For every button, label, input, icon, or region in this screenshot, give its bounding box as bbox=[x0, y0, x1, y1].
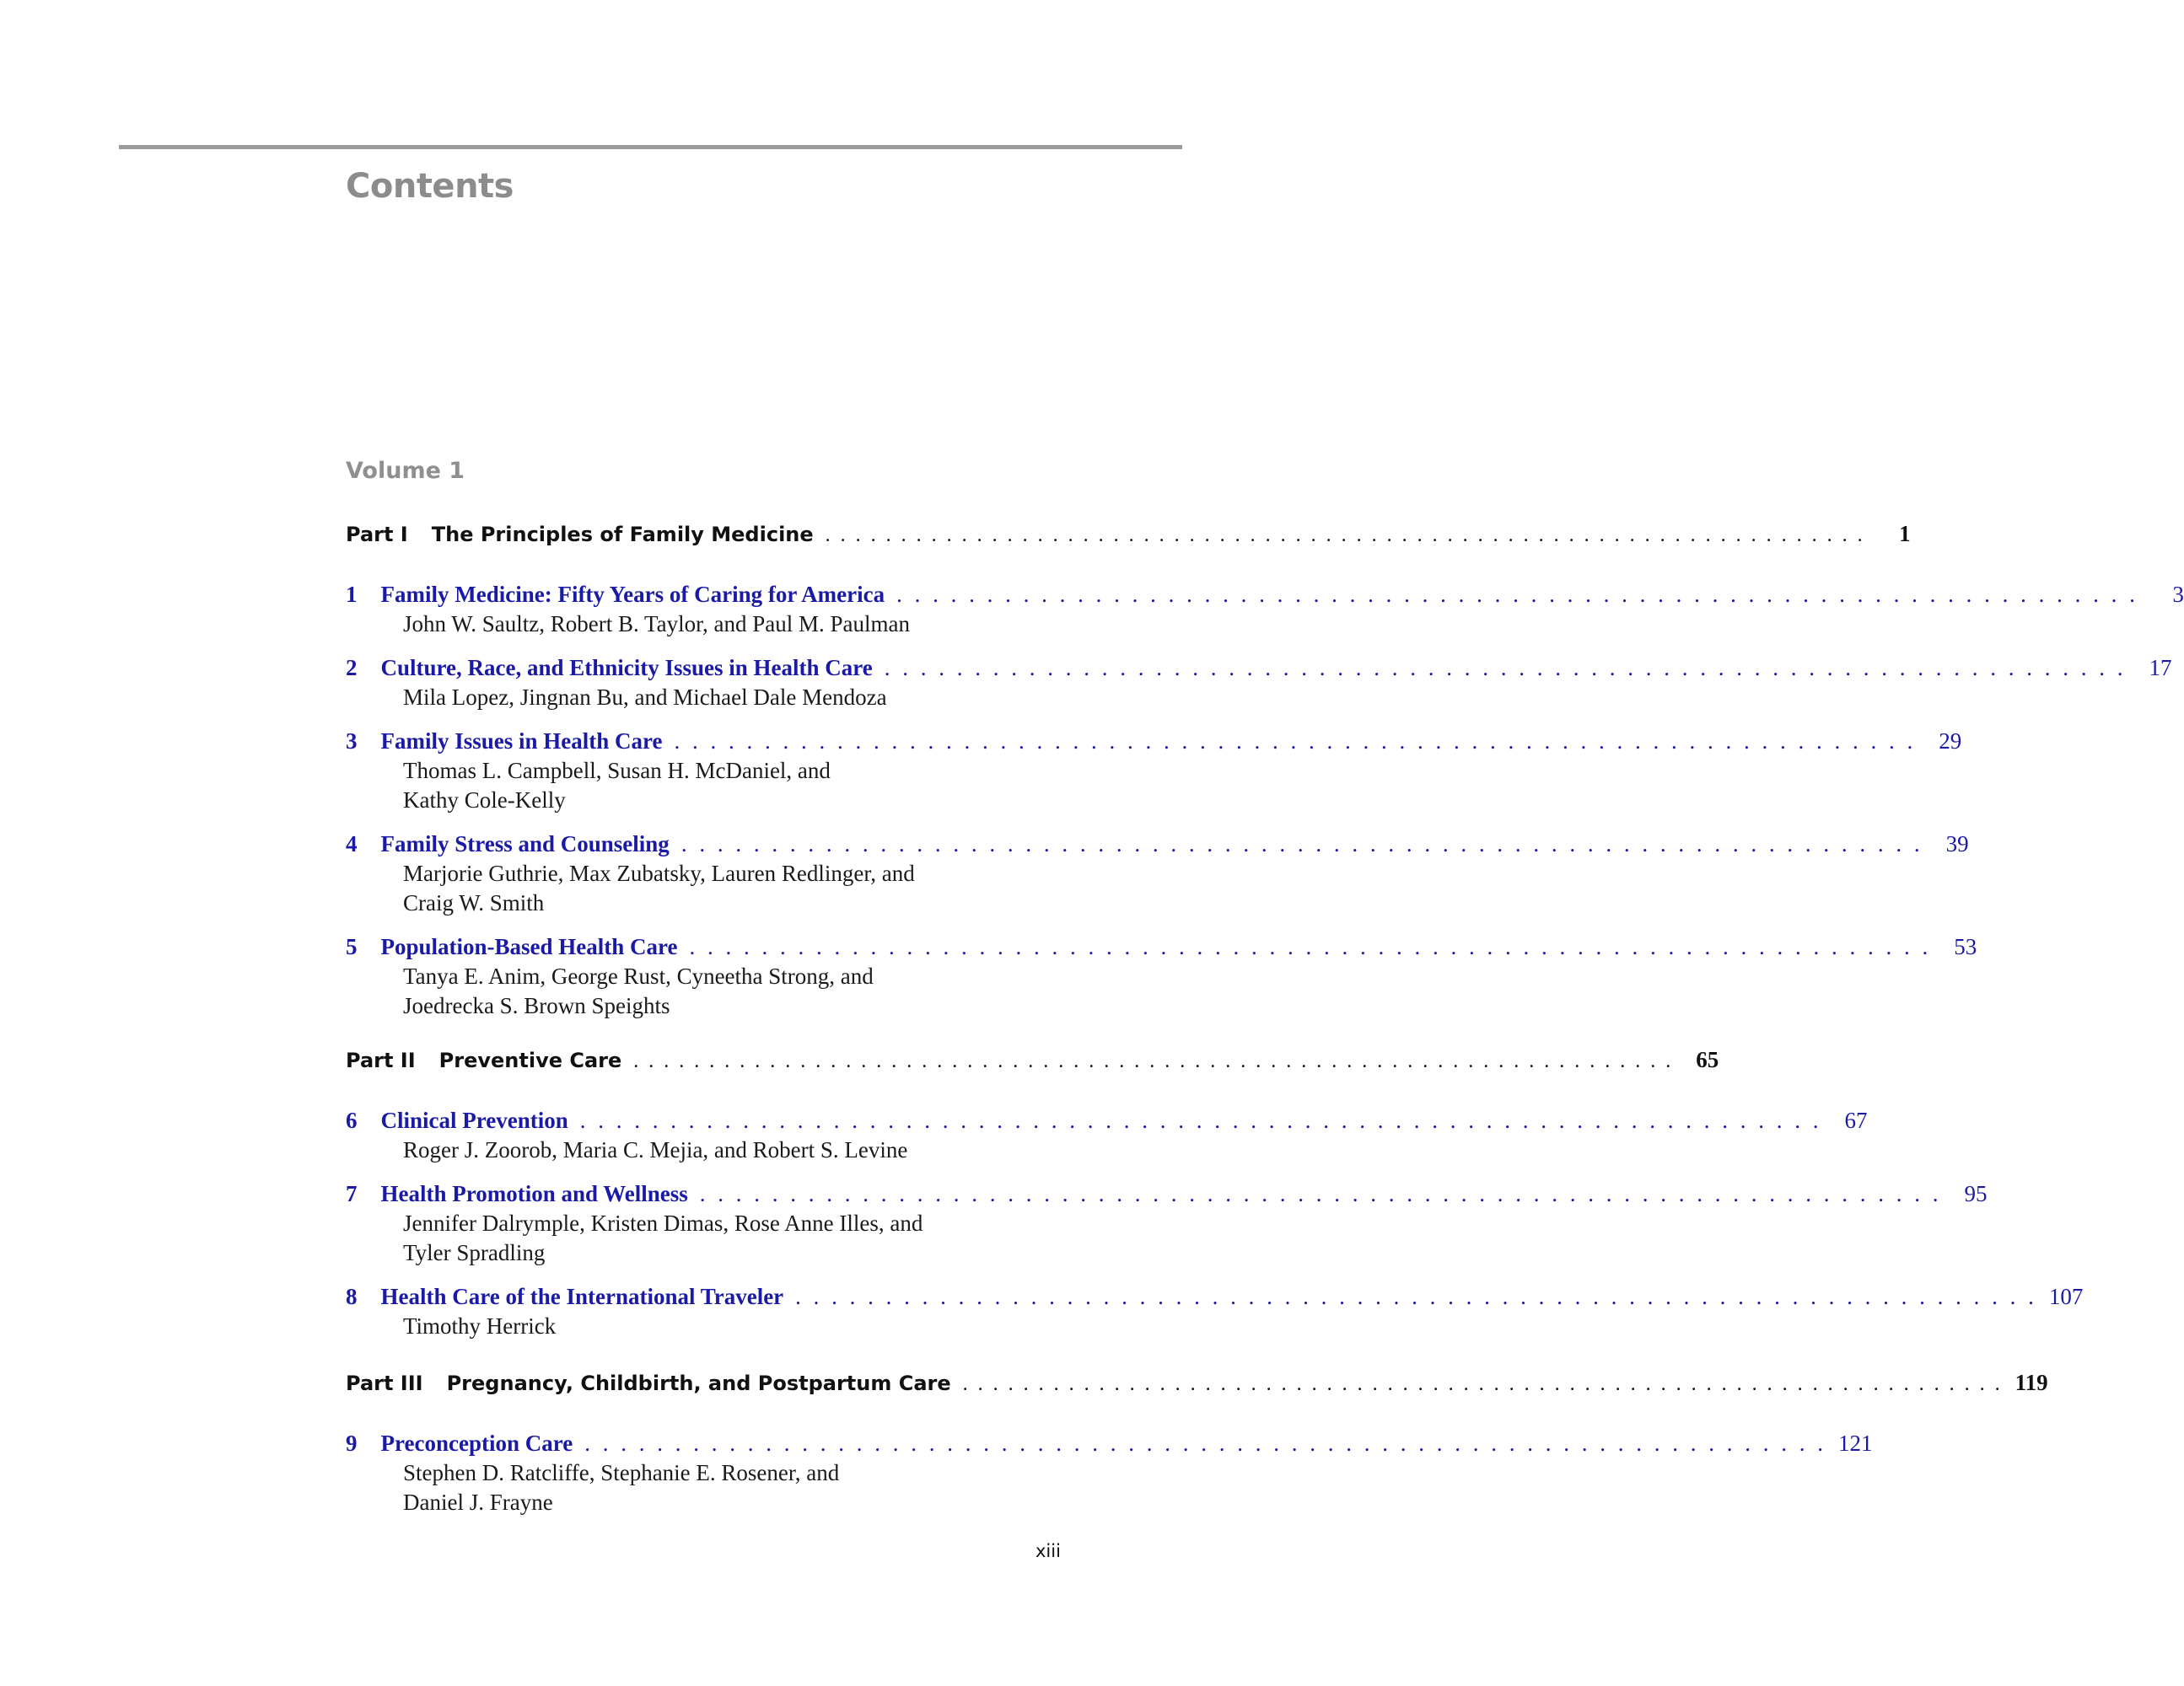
toc-chapter-6[interactable] bbox=[346, 1106, 1868, 1165]
chapter-number: 7 bbox=[346, 1181, 358, 1206]
toc-part-1[interactable] bbox=[346, 521, 1911, 555]
toc-chapter-4[interactable] bbox=[346, 830, 1969, 918]
chapter-title-link[interactable]: Family Stress and Counseling bbox=[380, 831, 670, 856]
toc-part-2[interactable] bbox=[346, 1047, 1719, 1081]
chapter-authors bbox=[403, 859, 943, 918]
chapter-page-link[interactable]: 53 bbox=[1954, 934, 1977, 959]
dot-leader: . . . . . . . . . . . . . . . . . . . . . . . . . . . . . . . . . . . . . . . . . . . . . . . . . . . . . . . . . . . . . . . . . . . . . bbox=[884, 655, 2127, 680]
authors-line: Craig W. Smith bbox=[403, 890, 545, 915]
chapter-authors bbox=[403, 1209, 943, 1268]
chapter-authors bbox=[403, 683, 943, 712]
chapter-page-link[interactable]: 95 bbox=[1964, 1181, 1988, 1206]
dot-leader: . . . . . . . . . . . . . . . . . . . . . . . . . . . . . . . . . . . . . . . . . . . . . . . . . . . . . . . . . . . . . . . . . . . . . bbox=[689, 934, 1932, 959]
toc-chapter-1[interactable] bbox=[346, 580, 2184, 639]
chapter-number: 4 bbox=[346, 831, 358, 856]
part-page: 1 bbox=[1899, 521, 1911, 546]
page-title: Contents bbox=[346, 167, 514, 206]
chapter-number: 9 bbox=[346, 1431, 358, 1456]
authors-line: Stephen D. Ratcliffe, Stephanie E. Rosener, and bbox=[403, 1460, 840, 1485]
chapter-page-link[interactable]: 29 bbox=[1939, 728, 1962, 754]
toc-chapter-8[interactable] bbox=[346, 1282, 2084, 1341]
dot-leader: . . . . . . . . . . . . . . . . . . . . . . . . . . . . . . . . . . . . . . . . . . . . . . . . . . . . . . . . . . . . . . . . . . . . . bbox=[825, 524, 1865, 546]
authors-line: Joedrecka S. Brown Speights bbox=[403, 993, 670, 1018]
chapter-authors bbox=[403, 1312, 943, 1341]
toc-part-3[interactable] bbox=[346, 1370, 2048, 1404]
authors-line: Timothy Herrick bbox=[403, 1313, 557, 1339]
authors-line: Marjorie Guthrie, Max Zubatsky, Lauren Redlinger, and bbox=[403, 861, 915, 886]
chapter-title-link[interactable]: Preconception Care bbox=[380, 1431, 573, 1456]
toc-chapter-2[interactable] bbox=[346, 653, 2172, 712]
chapter-title-link[interactable]: Health Care of the International Traveler bbox=[380, 1284, 784, 1309]
chapter-page-link[interactable]: 121 bbox=[1837, 1431, 1873, 1456]
part-page: 65 bbox=[1696, 1047, 1719, 1072]
chapter-authors bbox=[403, 756, 943, 815]
chapter-number: 5 bbox=[346, 934, 358, 959]
part-label: Part II bbox=[346, 1049, 416, 1072]
chapter-number: 1 bbox=[346, 582, 358, 607]
dot-leader: . . . . . . . . . . . . . . . . . . . . . . . . . . . . . . . . . . . . . . . . . . . . . . . . . . . . . . . . . . . . . . . . . . . . . bbox=[674, 728, 1917, 754]
chapter-number: 6 bbox=[346, 1108, 358, 1133]
authors-line: Tanya E. Anim, George Rust, Cyneetha Strong, and bbox=[403, 964, 874, 989]
toc-chapter-7[interactable] bbox=[346, 1179, 1988, 1268]
dot-leader: . . . . . . . . . . . . . . . . . . . . . . . . . . . . . . . . . . . . . . . . . . . . . . . . . . . . . . . . . . . . . . . . . . . . . bbox=[633, 1050, 1674, 1072]
chapter-page-link[interactable]: 39 bbox=[1945, 831, 1969, 856]
chapter-number: 2 bbox=[346, 655, 358, 680]
part-page: 119 bbox=[2015, 1370, 2048, 1395]
authors-line: Tyler Spradling bbox=[403, 1240, 546, 1265]
part-label: Part I bbox=[346, 523, 408, 546]
authors-line: Thomas L. Campbell, Susan H. McDaniel, and bbox=[403, 758, 831, 783]
dot-leader: . . . . . . . . . . . . . . . . . . . . . . . . . . . . . . . . . . . . . . . . . . . . . . . . . . . . . . . . . . . . . . . . . . . . . bbox=[795, 1284, 2037, 1309]
dot-leader: . . . . . . . . . . . . . . . . . . . . . . . . . . . . . . . . . . . . . . . . . . . . . . . . . . . . . . . . . . . . . . . . . . . . . bbox=[680, 831, 1923, 856]
authors-line: Mila Lopez, Jingnan Bu, and Michael Dale Mendoza bbox=[403, 685, 887, 710]
chapter-authors bbox=[403, 1458, 943, 1517]
volume-heading: Volume 1 bbox=[346, 458, 465, 484]
chapter-page-link[interactable]: 17 bbox=[2149, 655, 2172, 680]
chapter-number: 3 bbox=[346, 728, 358, 754]
chapter-authors bbox=[403, 609, 943, 639]
chapter-authors bbox=[403, 1136, 943, 1165]
chapter-page-link[interactable]: 107 bbox=[2048, 1284, 2084, 1309]
toc-chapter-3[interactable] bbox=[346, 727, 1962, 815]
authors-line: Jennifer Dalrymple, Kristen Dimas, Rose Anne Illes, and bbox=[403, 1211, 923, 1236]
chapter-title-link[interactable]: Health Promotion and Wellness bbox=[380, 1181, 688, 1206]
header-rule bbox=[119, 145, 1182, 149]
dot-leader: . . . . . . . . . . . . . . . . . . . . . . . . . . . . . . . . . . . . . . . . . . . . . . . . . . . . . . . . . . . . . . . . . . . . . bbox=[896, 582, 2138, 607]
dot-leader: . . . . . . . . . . . . . . . . . . . . . . . . . . . . . . . . . . . . . . . . . . . . . . . . . . . . . . . . . . . . . . . . . . . . . bbox=[584, 1431, 1826, 1456]
toc-chapter-9[interactable] bbox=[346, 1429, 1873, 1517]
page-number: xiii bbox=[1036, 1541, 1061, 1561]
part-title: Pregnancy, Childbirth, and Postpartum Care bbox=[446, 1372, 951, 1395]
chapter-page-link[interactable]: 3 bbox=[2172, 582, 2184, 607]
toc-chapter-5[interactable] bbox=[346, 932, 1977, 1021]
authors-line: Roger J. Zoorob, Maria C. Mejia, and Robert S. Levine bbox=[403, 1137, 908, 1162]
part-label: Part III bbox=[346, 1372, 423, 1395]
authors-line: Daniel J. Frayne bbox=[403, 1490, 553, 1515]
dot-leader: . . . . . . . . . . . . . . . . . . . . . . . . . . . . . . . . . . . . . . . . . . . . . . . . . . . . . . . . . . . . . . . . . . . . . bbox=[962, 1373, 2003, 1395]
chapter-title-link[interactable]: Family Medicine: Fifty Years of Caring for America bbox=[380, 582, 885, 607]
chapter-title-link[interactable]: Family Issues in Health Care bbox=[380, 728, 663, 754]
dot-leader: . . . . . . . . . . . . . . . . . . . . . . . . . . . . . . . . . . . . . . . . . . . . . . . . . . . . . . . . . . . . . . . . . . . . . bbox=[579, 1108, 1822, 1133]
chapter-title-link[interactable]: Population-Based Health Care bbox=[380, 934, 678, 959]
chapter-page-link[interactable]: 67 bbox=[1844, 1108, 1868, 1133]
chapter-number: 8 bbox=[346, 1284, 358, 1309]
chapter-title-link[interactable]: Culture, Race, and Ethnicity Issues in Health Care bbox=[380, 655, 873, 680]
part-title: The Principles of Family Medicine bbox=[431, 523, 814, 546]
chapter-authors bbox=[403, 962, 943, 1021]
authors-line: John W. Saultz, Robert B. Taylor, and Paul M. Paulman bbox=[403, 611, 911, 636]
authors-line: Kathy Cole-Kelly bbox=[403, 787, 566, 813]
chapter-title-link[interactable]: Clinical Prevention bbox=[380, 1108, 568, 1133]
dot-leader: . . . . . . . . . . . . . . . . . . . . . . . . . . . . . . . . . . . . . . . . . . . . . . . . . . . . . . . . . . . . . . . . . . . . . bbox=[699, 1181, 1942, 1206]
part-title: Preventive Care bbox=[438, 1049, 622, 1072]
